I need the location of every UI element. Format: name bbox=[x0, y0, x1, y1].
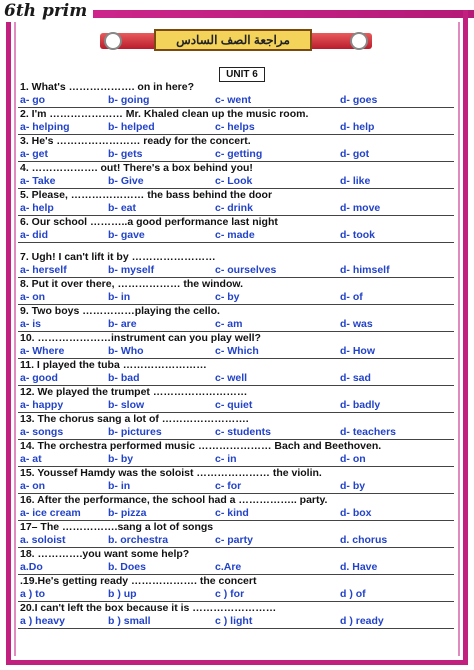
banner-title: مراجعة الصف السادس bbox=[154, 29, 312, 51]
answer-option: d- on bbox=[340, 453, 366, 465]
question-text: 3. He's …………………… ready for the concert. bbox=[20, 135, 251, 147]
answer-option: c- for bbox=[215, 480, 242, 492]
answer-option: b- pictures bbox=[108, 426, 162, 438]
answer-option: c- quiet bbox=[215, 399, 253, 411]
answer-option: a- Where bbox=[20, 345, 65, 357]
answer-option: a- songs bbox=[20, 426, 64, 438]
answer-option: d- of bbox=[340, 291, 363, 303]
answer-option: c- getting bbox=[215, 148, 263, 160]
banner-ring-left bbox=[104, 32, 122, 50]
question-text: 8. Put it over there, ……………… the window. bbox=[20, 278, 244, 290]
answer-option: d ) of bbox=[340, 588, 366, 600]
answer-option: a- Take bbox=[20, 175, 56, 187]
answer-option: b- are bbox=[108, 318, 137, 330]
question-text: 16. After the performance, the school had a …………….. party. bbox=[20, 494, 328, 506]
question-text: 1. What's ………………. on in here? bbox=[20, 81, 195, 93]
answer-option: a- is bbox=[20, 318, 42, 330]
answer-option: d- took bbox=[340, 229, 375, 241]
answer-option: c- helps bbox=[215, 121, 255, 133]
question-text: 20.I can't left the box because it is …………………… bbox=[20, 602, 277, 614]
answer-option: b. Does bbox=[108, 561, 146, 573]
answer-option: d. Have bbox=[340, 561, 378, 573]
question-text: 10. …………………instrument can you play well? bbox=[20, 332, 261, 344]
unit-heading: UNIT 6 bbox=[219, 67, 265, 82]
answer-option: c- made bbox=[215, 229, 255, 241]
question-text: 9. Two boys ……………playing the cello. bbox=[20, 305, 220, 317]
answer-option: a- good bbox=[20, 372, 58, 384]
question-text: 17– The …………….sang a lot of songs bbox=[20, 521, 214, 533]
answer-option: b- gets bbox=[108, 148, 143, 160]
answer-option: a- on bbox=[20, 291, 46, 303]
answer-option: b- by bbox=[108, 453, 134, 465]
answer-option: c- by bbox=[215, 291, 240, 303]
question-text: 7. Ugh! I can't lift it by …………………… bbox=[20, 251, 216, 263]
question-divider bbox=[18, 628, 454, 629]
answer-option: d- sad bbox=[340, 372, 371, 384]
answer-option: a- happy bbox=[20, 399, 64, 411]
answer-option: d- box bbox=[340, 507, 372, 519]
question-text: 11. I played the tuba …………………… bbox=[20, 359, 207, 371]
answer-option: d- got bbox=[340, 148, 370, 160]
page-frame-inner-right bbox=[458, 22, 460, 656]
answer-option: a ) heavy bbox=[20, 615, 65, 627]
grade-label: 6th prim bbox=[0, 0, 93, 22]
answer-option: d- badly bbox=[340, 399, 381, 411]
answer-option: d- himself bbox=[340, 264, 390, 276]
answer-option: d- like bbox=[340, 175, 371, 187]
answer-option: d. chorus bbox=[340, 534, 388, 546]
question-text: 18. ………….you want some help? bbox=[20, 548, 190, 560]
answer-option: c ) for bbox=[215, 588, 245, 600]
answer-option: d- How bbox=[340, 345, 375, 357]
page-frame-right bbox=[463, 10, 468, 665]
question-text: 6. Our school ………..a good performance last night bbox=[20, 216, 278, 228]
answer-option: a- help bbox=[20, 202, 54, 214]
answer-option: b- helped bbox=[108, 121, 155, 133]
answer-option: c- kind bbox=[215, 507, 249, 519]
answer-option: b- myself bbox=[108, 264, 155, 276]
answer-option: c- am bbox=[215, 318, 243, 330]
question-text: 15. Youssef Hamdy was the soloist ………………… the violin. bbox=[20, 467, 322, 479]
answer-option: c- went bbox=[215, 94, 252, 106]
answer-option: c.Are bbox=[215, 561, 242, 573]
answer-option: c- drink bbox=[215, 202, 253, 214]
banner-ring-right bbox=[350, 32, 368, 50]
answer-option: a- at bbox=[20, 453, 42, 465]
answer-option: a- on bbox=[20, 480, 46, 492]
answer-option: a- did bbox=[20, 229, 48, 241]
answer-option: d- help bbox=[340, 121, 375, 133]
answer-option: b- in bbox=[108, 291, 131, 303]
answer-option: c- Which bbox=[215, 345, 259, 357]
answer-option: a.Do bbox=[20, 561, 43, 573]
answer-option: b. orchestra bbox=[108, 534, 169, 546]
answer-option: b- in bbox=[108, 480, 131, 492]
answer-option: c- ourselves bbox=[215, 264, 277, 276]
question-text: 14. The orchestra performed music ………………… Bach and Beethoven. bbox=[20, 440, 382, 452]
page-frame-left bbox=[6, 10, 11, 665]
answer-option: c- in bbox=[215, 453, 237, 465]
answer-option: b- bad bbox=[108, 372, 140, 384]
answer-option: b- pizza bbox=[108, 507, 147, 519]
answer-option: b- slow bbox=[108, 399, 145, 411]
answer-option: a ) to bbox=[20, 588, 46, 600]
question-text: 12. We played the trumpet ……………………… bbox=[20, 386, 248, 398]
page-frame-bottom bbox=[6, 660, 468, 665]
answer-option: a- ice cream bbox=[20, 507, 81, 519]
answer-option: c- Look bbox=[215, 175, 253, 187]
answer-option: a- herself bbox=[20, 264, 67, 276]
answer-option: d ) ready bbox=[340, 615, 384, 627]
answer-option: d- teachers bbox=[340, 426, 397, 438]
question-text: 4. ………………. out! There's a box behind you! bbox=[20, 162, 253, 174]
answer-option: b- Give bbox=[108, 175, 144, 187]
answer-option: b ) small bbox=[108, 615, 151, 627]
answer-option: d- was bbox=[340, 318, 373, 330]
answer-option: b ) up bbox=[108, 588, 137, 600]
answer-option: d- goes bbox=[340, 94, 378, 106]
answer-option: d- move bbox=[340, 202, 381, 214]
page-frame-inner-left bbox=[14, 22, 16, 656]
answer-option: b- gave bbox=[108, 229, 145, 241]
answer-option: d- by bbox=[340, 480, 366, 492]
question-text: 2. I'm ………………… Mr. Khaled clean up the music room. bbox=[20, 108, 309, 120]
answer-option: c- party bbox=[215, 534, 253, 546]
answer-option: a- go bbox=[20, 94, 46, 106]
answer-option: b- Who bbox=[108, 345, 144, 357]
answer-option: c ) light bbox=[215, 615, 253, 627]
answer-option: a- helping bbox=[20, 121, 70, 133]
question-divider bbox=[18, 242, 454, 243]
answer-option: b- going bbox=[108, 94, 150, 106]
answer-option: c- well bbox=[215, 372, 248, 384]
answer-option: a- get bbox=[20, 148, 49, 160]
answer-option: b- eat bbox=[108, 202, 137, 214]
answer-option: c- students bbox=[215, 426, 272, 438]
title-banner bbox=[100, 28, 372, 54]
question-text: 5. Please, ………………… the bass behind the door bbox=[20, 189, 273, 201]
question-text: 13. The chorus sang a lot of ……………………. bbox=[20, 413, 249, 425]
answer-option: a. soloist bbox=[20, 534, 66, 546]
question-text: .19.He's getting ready ………………. the concert bbox=[20, 575, 257, 587]
